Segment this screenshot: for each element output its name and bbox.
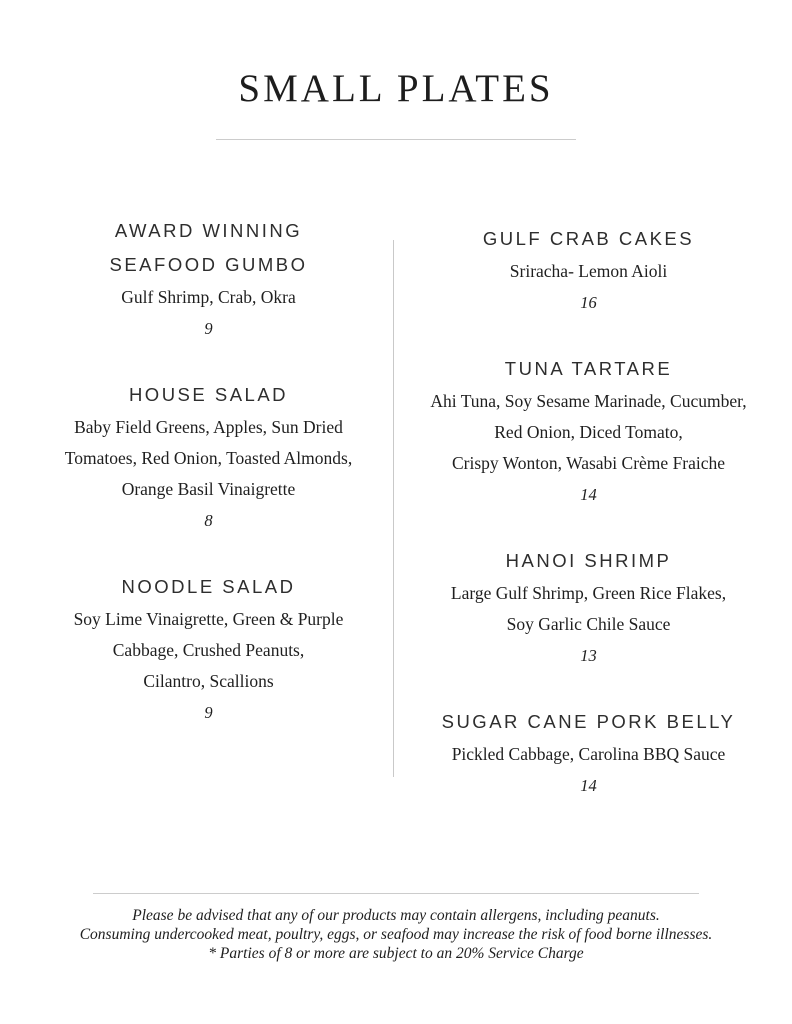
menu-item-name: [30, 214, 387, 282]
menu-item-name-line: NOODLE SALAD: [121, 576, 296, 597]
column-divider: [393, 240, 394, 777]
menu-item-name: [30, 378, 387, 412]
menu-item: [30, 570, 387, 728]
menu-item: [30, 214, 387, 344]
menu-item-price: 13: [580, 646, 597, 665]
menu-item-price: 8: [204, 511, 213, 530]
menu-item-price: 16: [580, 293, 597, 312]
footer-service-charge-notice: * Parties of 8 or more are subject to an 20% Service Charge: [208, 945, 584, 962]
menu-item-description-line: Orange Basil Vinaigrette: [121, 479, 296, 499]
menu-item-description-line: Large Gulf Shrimp, Green Rice Flakes,: [450, 583, 727, 603]
menu-item-name: [401, 705, 776, 739]
menu-item-name-line: TUNA TARTARE: [504, 358, 673, 379]
menu-item: [401, 544, 776, 671]
menu-item: [401, 352, 776, 510]
menu-item-price: 14: [580, 776, 597, 795]
menu-item-description-line: Pickled Cabbage, Carolina BBQ Sauce: [451, 744, 726, 764]
menu-item-description: [401, 256, 776, 287]
menu-item-description-line: Soy Lime Vinaigrette, Green & Purple: [73, 609, 344, 629]
menu-item-name-line: HANOI SHRIMP: [505, 550, 672, 571]
menu-item-description-line: Soy Garlic Chile Sauce: [506, 614, 671, 634]
menu-item-price: 14: [580, 485, 597, 504]
menu-item-name-line: GULF CRAB CAKES: [482, 228, 695, 249]
menu-item-description: [401, 578, 776, 640]
menu-item-name-line: HOUSE SALAD: [128, 384, 289, 405]
menu-item-description: [401, 739, 776, 770]
menu-item-description-line: Cabbage, Crushed Peanuts,: [112, 640, 305, 660]
title-divider: [216, 139, 576, 140]
menu-item-description-line: Crispy Wonton, Wasabi Crème Fraiche: [451, 453, 726, 473]
menu-item: [401, 705, 776, 801]
menu-item: [30, 378, 387, 536]
footer-divider: [93, 893, 699, 894]
menu-item-price: 9: [204, 703, 213, 722]
menu-item-description-line: Gulf Shrimp, Crab, Okra: [121, 287, 296, 307]
menu-columns: [0, 214, 792, 835]
menu-item-description-line: Tomatoes, Red Onion, Toasted Almonds,: [64, 448, 353, 468]
menu-item-name: [401, 352, 776, 386]
menu-item-description: [30, 282, 387, 313]
footer: [0, 893, 792, 963]
menu-item-name: [401, 222, 776, 256]
menu-column-left: [0, 214, 393, 762]
menu-item-name-line: AWARD WINNING: [114, 220, 303, 241]
menu-item-description: [401, 386, 776, 479]
page-title: SMALL PLATES: [238, 67, 554, 110]
menu-item-description-line: Baby Field Greens, Apples, Sun Dried: [74, 417, 343, 437]
footer-allergen-notice: Please be advised that any of our products may contain allergens, including peanuts.: [132, 907, 660, 924]
menu-item-name: [401, 544, 776, 578]
menu-item-name-line: SUGAR CANE PORK BELLY: [441, 711, 736, 732]
menu-column-right: [393, 214, 792, 835]
menu-item-description-line: Red Onion, Diced Tomato,: [494, 422, 683, 442]
menu-item-description-line: Cilantro, Scallions: [143, 671, 274, 691]
menu-item: [401, 222, 776, 318]
menu-item-description: [30, 604, 387, 697]
menu-item-description-line: Ahi Tuna, Soy Sesame Marinade, Cucumber,: [430, 391, 747, 411]
footer-undercooked-notice: Consuming undercooked meat, poultry, eggs, or seafood may increase the risk of food borne illnesses.: [79, 926, 713, 943]
menu-item-name: [30, 570, 387, 604]
menu-item-description-line: Sriracha- Lemon Aioli: [509, 261, 668, 281]
menu-item-description: [30, 412, 387, 505]
menu-item-name-line: SEAFOOD GUMBO: [109, 254, 308, 275]
menu-item-price: 9: [204, 319, 213, 338]
